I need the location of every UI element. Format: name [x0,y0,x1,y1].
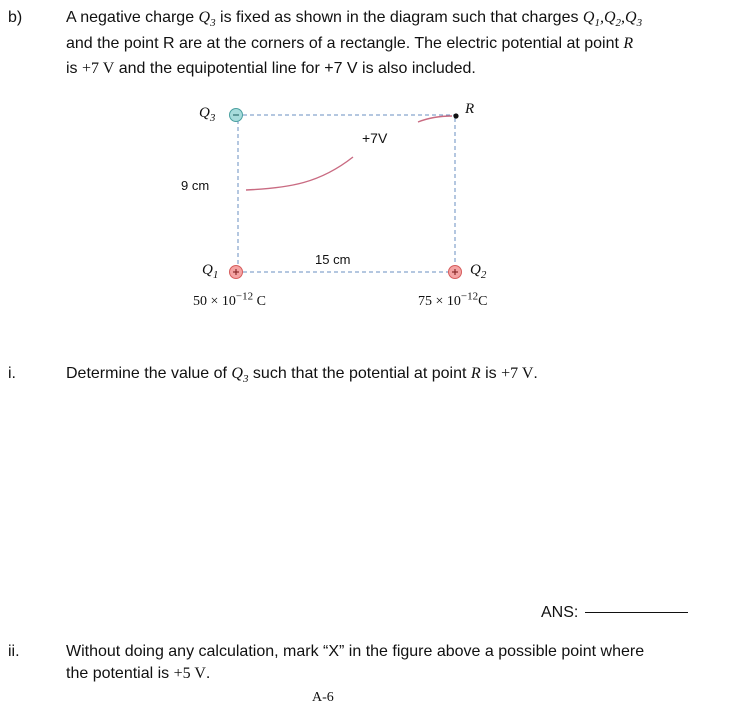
q2-subscript: 2 [615,17,622,30]
part-i-text-mid: is [480,365,502,382]
q1-value-label [193,290,266,310]
part-i-value: +7 V [501,365,534,382]
q1-value-unit: C [253,294,266,309]
height-label: 9 cm [181,178,210,193]
q3-diagram-sub: 3 [209,112,216,124]
q3-diagram-label [199,105,215,122]
answer-label: ANS: [541,604,579,621]
q2-value-label [418,290,488,310]
q2-diagram-letter: Q [470,262,481,278]
q3-negative-charge-icon [230,109,243,122]
r-symbol: R [623,35,634,52]
part-b-potential: +7 V [82,60,115,77]
q2-positive-charge-icon [449,266,462,279]
q3-subscript-list: 3 [636,17,643,30]
part-b-line-3-post: and the equipotential line for +7 V is also included. [114,60,476,77]
part-i-r: R [470,365,481,382]
equipotential-curve-lower [246,157,353,190]
q1-diagram-label [202,262,218,279]
comma-1: , [599,9,604,26]
part-i-text-post: such that the potential at point [248,365,471,382]
part-i-text-end: . [533,365,538,382]
comma-2: , [621,9,626,26]
part-b-line-1-pre: A negative charge [66,9,199,26]
point-r-dot [453,113,458,118]
part-i-label: i. [8,365,16,382]
part-ii-line-2 [66,663,210,685]
q1-diagram-letter: Q [202,262,213,278]
part-b-line-1-mid: is fixed as shown in the diagram such that charges [215,9,583,26]
part-ii-label: ii. [8,643,20,660]
q3-letter: Q [198,9,211,26]
q3-diagram-letter: Q [199,105,210,121]
q1-diagram-sub: 1 [212,269,219,281]
part-ii-value: +5 V [173,665,206,682]
part-ii-line-2-pre: the potential is [66,665,174,682]
part-i-text-pre: Determine the value of [66,365,232,382]
r-diagram-label: R [465,101,475,117]
part-b-line-2-text: and the point R are at the corners of a rectangle. The electric potential at point [66,35,624,52]
q1-value-base: 50 × 10 [193,294,236,309]
q2-value-exp: −12 [460,290,479,303]
part-i-q-letter: Q [231,365,243,382]
equipotential-label: +7V [362,130,388,146]
q2-diagram-label [470,262,486,279]
part-b-line-3-pre: is [66,60,82,77]
q2-diagram-sub: 2 [480,269,487,281]
part-i-question [66,363,538,385]
part-ii-line-2-post: . [205,665,211,682]
q2-letter: Q [603,9,616,26]
equipotential-curve-upper [418,116,452,122]
part-i-q3 [231,365,249,386]
answer-blank-line[interactable] [585,612,688,613]
q3-letter-list: Q [625,9,637,26]
q2-value-base: 75 × 10 [418,294,461,309]
q1-subscript: 1 [594,17,600,30]
q1-letter: Q [582,9,595,26]
q3-subscript: 3 [210,17,216,30]
width-label: 15 cm [315,252,351,267]
part-b-label: b) [8,9,23,26]
q2-value-unit: C [478,294,488,309]
q1-value-exp: −12 [235,290,254,303]
part-ii-line-1: Without doing any calculation, mark “X” in the figure above a possible point where [66,643,645,660]
part-i-q-sub: 3 [242,373,249,386]
page-number: A-6 [312,690,334,705]
q1-positive-charge-icon [230,266,243,279]
